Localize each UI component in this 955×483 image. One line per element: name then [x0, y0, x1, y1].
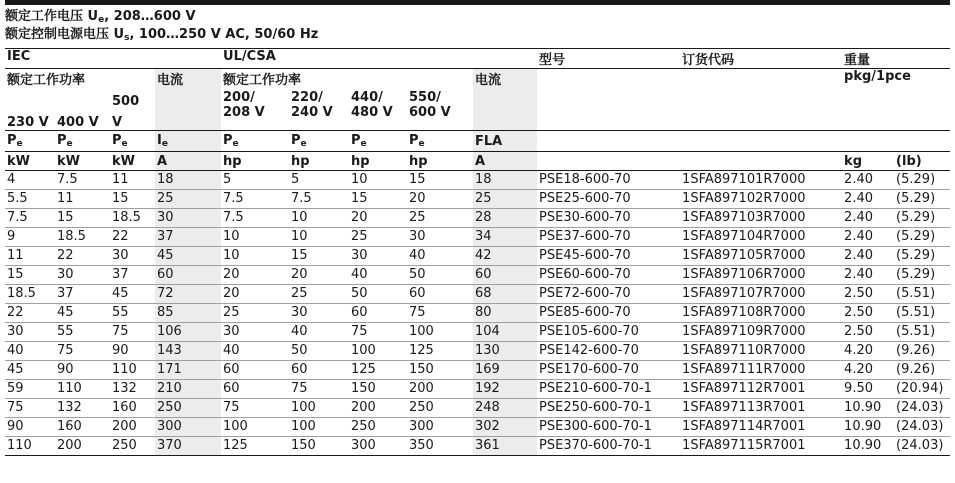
order-code-cell: 1SFA897112R7001 — [680, 380, 842, 399]
ul-240v-hp: 7.5 — [289, 190, 349, 209]
weight-kg-cell: 2.50 — [842, 323, 894, 342]
order-code-cell: 1SFA897103R7000 — [680, 209, 842, 228]
iec-400v-kw: 15 — [55, 209, 110, 228]
table-row — [5, 361, 950, 380]
header-row-symbols — [5, 131, 950, 152]
ul-480v-hp: 20 — [349, 209, 407, 228]
ul-480v-hp: 25 — [349, 228, 407, 247]
ul-480v-hp: 60 — [349, 304, 407, 323]
ul-600v-hp: 40 — [407, 247, 473, 266]
weight-lb-cell: (24.03) — [894, 399, 950, 418]
iec-current-a: 250 — [155, 399, 221, 418]
ul-fla-a: 28 — [473, 209, 537, 228]
ul-600v-hp: 350 — [407, 437, 473, 456]
ul-600v-hp: 250 — [407, 399, 473, 418]
iec-500v-kw: 110 — [110, 361, 155, 380]
ul-fla-a: 104 — [473, 323, 537, 342]
iec-230v-kw: 110 — [5, 437, 55, 456]
unit-a: A — [155, 152, 221, 171]
header-row-units — [5, 152, 950, 171]
ul-480v-hp: 125 — [349, 361, 407, 380]
iec-230v-kw: 7.5 — [5, 209, 55, 228]
iec-500v-kw: 75 — [110, 323, 155, 342]
model-header: 型号 — [537, 49, 680, 69]
ul-240v-hp: 100 — [289, 399, 349, 418]
ul-480v-hp: 300 — [349, 437, 407, 456]
ul-480v-hp: 15 — [349, 190, 407, 209]
iec-power-header: 额定工作功率 — [7, 73, 86, 88]
iec-500v-kw: 45 — [110, 285, 155, 304]
symbol-pe: $P_e$ — [5, 131, 55, 152]
ul-240v-hp: 50 — [289, 342, 349, 361]
ul-600v-hp: 60 — [407, 285, 473, 304]
unit-hp: hp — [407, 152, 473, 171]
weight-header: 重量 — [842, 49, 950, 69]
ul-current-header: 电流 — [473, 69, 537, 89]
table-row — [5, 285, 950, 304]
ul-240v-hp: 40 — [289, 323, 349, 342]
ul-240v-hp: 5 — [289, 171, 349, 190]
ul-fla-a: 248 — [473, 399, 537, 418]
iec-400v-kw: 22 — [55, 247, 110, 266]
weight-kg-cell: 10.90 — [842, 399, 894, 418]
iec-230v-kw: 22 — [5, 304, 55, 323]
ul-208v-hp: 75 — [221, 399, 289, 418]
voltage-400: 400 V — [55, 88, 110, 131]
weight-kg-cell: 9.50 — [842, 380, 894, 399]
iec-current-a: 72 — [155, 285, 221, 304]
voltage-220-240: 220/ 240 V — [289, 88, 349, 131]
iec-500v-kw: 160 — [110, 399, 155, 418]
symbol-pe: $P_e$ — [110, 131, 155, 152]
weight-lb-cell: (5.29) — [894, 266, 950, 285]
iec-400v-kw: 18.5 — [55, 228, 110, 247]
weight-lb-cell: (5.29) — [894, 190, 950, 209]
ul-240v-hp: 30 — [289, 304, 349, 323]
weight-kg-cell: 2.40 — [842, 171, 894, 190]
iec-current-a: 45 — [155, 247, 221, 266]
weight-kg-cell: 10.90 — [842, 418, 894, 437]
ul-fla-a: 169 — [473, 361, 537, 380]
iec-230v-kw: 59 — [5, 380, 55, 399]
ul-240v-hp: 10 — [289, 209, 349, 228]
weight-lb-cell: (5.29) — [894, 209, 950, 228]
ul-480v-hp: 40 — [349, 266, 407, 285]
table-row — [5, 247, 950, 266]
iec-current-a: 30 — [155, 209, 221, 228]
weight-lb-cell: (24.03) — [894, 437, 950, 456]
order-code-cell: 1SFA897104R7000 — [680, 228, 842, 247]
iec-current-a: 370 — [155, 437, 221, 456]
iec-230v-kw: 40 — [5, 342, 55, 361]
table-row — [5, 190, 950, 209]
table-row — [5, 228, 950, 247]
unit-lb: (lb) — [894, 152, 950, 171]
ul-fla-a: 68 — [473, 285, 537, 304]
ul-fla-a: 42 — [473, 247, 537, 266]
table-row — [5, 171, 950, 190]
weight-unit-header: pkg/1pce — [844, 69, 911, 84]
unit-kg: kg — [842, 152, 894, 171]
ul-208v-hp: 7.5 — [221, 190, 289, 209]
ul-600v-hp: 200 — [407, 380, 473, 399]
ul-208v-hp: 30 — [221, 323, 289, 342]
iec-400v-kw: 7.5 — [55, 171, 110, 190]
table-row — [5, 418, 950, 437]
weight-kg-cell: 10.90 — [842, 437, 894, 456]
ul-240v-hp: 15 — [289, 247, 349, 266]
voltage-440-480: 440/ 480 V — [349, 88, 407, 131]
symbol-pe: $P_e$ — [289, 131, 349, 152]
ul-600v-hp: 30 — [407, 228, 473, 247]
order-code-cell: 1SFA897106R7000 — [680, 266, 842, 285]
ul-600v-hp: 300 — [407, 418, 473, 437]
weight-kg-cell: 2.50 — [842, 304, 894, 323]
iec-current-header: 电流 — [155, 69, 221, 89]
table-header — [5, 49, 950, 171]
symbol-ie: $I_e$ — [155, 131, 221, 152]
ul-600v-hp: 125 — [407, 342, 473, 361]
ul-240v-hp: 25 — [289, 285, 349, 304]
ul-fla-a: 25 — [473, 190, 537, 209]
ul-208v-hp: 60 — [221, 361, 289, 380]
iec-500v-kw: 18.5 — [110, 209, 155, 228]
order-code-cell: 1SFA897101R7000 — [680, 171, 842, 190]
header-row-titles — [5, 69, 950, 89]
weight-kg-cell: 2.40 — [842, 266, 894, 285]
symbol-pe: $P_e$ — [55, 131, 110, 152]
iec-230v-kw: 11 — [5, 247, 55, 266]
ul-fla-a: 18 — [473, 171, 537, 190]
order-code-cell: 1SFA897111R7000 — [680, 361, 842, 380]
ul-208v-hp: 5 — [221, 171, 289, 190]
iec-500v-kw: 37 — [110, 266, 155, 285]
ul-600v-hp: 20 — [407, 190, 473, 209]
ul-208v-hp: 10 — [221, 228, 289, 247]
rated-voltage-title: 额定工作电压 $U_e$, 208…600 V — [5, 9, 196, 25]
ul-480v-hp: 30 — [349, 247, 407, 266]
order-code-cell: 1SFA897109R7000 — [680, 323, 842, 342]
table-row — [5, 304, 950, 323]
ul-600v-hp: 100 — [407, 323, 473, 342]
unit-hp: hp — [289, 152, 349, 171]
header-row-groups — [5, 49, 950, 69]
ul-208v-hp: 20 — [221, 266, 289, 285]
ul-208v-hp: 10 — [221, 247, 289, 266]
weight-kg-cell: 2.40 — [842, 247, 894, 266]
ul-208v-hp: 125 — [221, 437, 289, 456]
weight-lb-cell: (5.29) — [894, 171, 950, 190]
voltage-500: 500 V — [110, 88, 155, 131]
ul-fla-a: 302 — [473, 418, 537, 437]
model-cell: PSE85-600-70 — [537, 304, 680, 323]
model-cell: PSE300-600-70-1 — [537, 418, 680, 437]
iec-400v-kw: 45 — [55, 304, 110, 323]
model-cell: PSE60-600-70 — [537, 266, 680, 285]
iec-500v-kw: 22 — [110, 228, 155, 247]
iec-230v-kw: 5.5 — [5, 190, 55, 209]
order-code-cell: 1SFA897114R7001 — [680, 418, 842, 437]
ul-208v-hp: 25 — [221, 304, 289, 323]
iec-current-a: 60 — [155, 266, 221, 285]
iec-400v-kw: 132 — [55, 399, 110, 418]
weight-lb-cell: (9.26) — [894, 361, 950, 380]
table-row — [5, 323, 950, 342]
weight-lb-cell: (9.26) — [894, 342, 950, 361]
control-voltage-title: 额定控制电源电压 $U_s$, 100…250 V AC, 50/60 Hz — [5, 27, 319, 43]
ul-fla-a: 60 — [473, 266, 537, 285]
weight-lb-cell: (5.51) — [894, 304, 950, 323]
weight-lb-cell: (5.29) — [894, 228, 950, 247]
model-cell: PSE25-600-70 — [537, 190, 680, 209]
iec-500v-kw: 11 — [110, 171, 155, 190]
ul-208v-hp: 40 — [221, 342, 289, 361]
order-code-header: 订货代码 — [680, 49, 842, 69]
model-cell: PSE250-600-70-1 — [537, 399, 680, 418]
table-row — [5, 342, 950, 361]
iec-500v-kw: 15 — [110, 190, 155, 209]
iec-230v-kw: 30 — [5, 323, 55, 342]
iec-current-a: 85 — [155, 304, 221, 323]
weight-kg-cell: 2.40 — [842, 190, 894, 209]
model-cell: PSE370-600-70-1 — [537, 437, 680, 456]
iec-230v-kw: 4 — [5, 171, 55, 190]
ul-208v-hp: 20 — [221, 285, 289, 304]
order-code-cell: 1SFA897105R7000 — [680, 247, 842, 266]
weight-lb-cell: (5.51) — [894, 285, 950, 304]
ul-600v-hp: 25 — [407, 209, 473, 228]
model-cell: PSE45-600-70 — [537, 247, 680, 266]
ul-208v-hp: 7.5 — [221, 209, 289, 228]
table-row — [5, 266, 950, 285]
iec-400v-kw: 75 — [55, 342, 110, 361]
symbol-pe: $P_e$ — [221, 131, 289, 152]
voltage-230: 230 V — [5, 88, 55, 131]
ul-600v-hp: 150 — [407, 361, 473, 380]
ul-fla-a: 130 — [473, 342, 537, 361]
unit-kw: kW — [5, 152, 55, 171]
iec-400v-kw: 90 — [55, 361, 110, 380]
ul-480v-hp: 250 — [349, 418, 407, 437]
voltage-200-208: 200/ 208 V — [221, 88, 289, 131]
iec-500v-kw: 90 — [110, 342, 155, 361]
symbol-pe: $P_e$ — [407, 131, 473, 152]
iec-230v-kw: 45 — [5, 361, 55, 380]
ul-fla-a: 80 — [473, 304, 537, 323]
iec-header: IEC — [5, 49, 221, 69]
iec-current-a: 106 — [155, 323, 221, 342]
order-code-cell: 1SFA897107R7000 — [680, 285, 842, 304]
ul-480v-hp: 10 — [349, 171, 407, 190]
ul-208v-hp: 60 — [221, 380, 289, 399]
ul-fla-a: 34 — [473, 228, 537, 247]
weight-kg-cell: 4.20 — [842, 342, 894, 361]
voltage-550-600: 550/ 600 V — [407, 88, 473, 131]
unit-hp: hp — [349, 152, 407, 171]
iec-500v-kw: 30 — [110, 247, 155, 266]
iec-230v-kw: 9 — [5, 228, 55, 247]
ul-240v-hp: 60 — [289, 361, 349, 380]
model-cell: PSE170-600-70 — [537, 361, 680, 380]
ul-240v-hp: 75 — [289, 380, 349, 399]
ratings-table — [5, 48, 950, 456]
iec-current-a: 143 — [155, 342, 221, 361]
table-row — [5, 209, 950, 228]
symbol-pe: $P_e$ — [349, 131, 407, 152]
table-body — [5, 171, 950, 456]
weight-kg-cell: 2.40 — [842, 228, 894, 247]
symbol-fla: FLA — [473, 131, 537, 152]
ul-power-header: 额定工作功率 — [223, 73, 302, 88]
unit-kw: kW — [55, 152, 110, 171]
weight-lb-cell: (5.51) — [894, 323, 950, 342]
unit-kw: kW — [110, 152, 155, 171]
ul-480v-hp: 50 — [349, 285, 407, 304]
table-row — [5, 437, 950, 456]
iec-current-a: 18 — [155, 171, 221, 190]
ulcsa-header: UL/CSA — [221, 49, 537, 69]
iec-230v-kw: 15 — [5, 266, 55, 285]
order-code-cell: 1SFA897110R7000 — [680, 342, 842, 361]
iec-400v-kw: 11 — [55, 190, 110, 209]
model-cell: PSE18-600-70 — [537, 171, 680, 190]
weight-lb-cell: (24.03) — [894, 418, 950, 437]
ul-480v-hp: 200 — [349, 399, 407, 418]
header-row-voltages — [5, 88, 950, 131]
weight-lb-cell: (5.29) — [894, 247, 950, 266]
order-code-cell: 1SFA897102R7000 — [680, 190, 842, 209]
ul-600v-hp: 50 — [407, 266, 473, 285]
ul-600v-hp: 75 — [407, 304, 473, 323]
weight-kg-cell: 2.40 — [842, 209, 894, 228]
iec-400v-kw: 200 — [55, 437, 110, 456]
table-row — [5, 380, 950, 399]
iec-current-a: 37 — [155, 228, 221, 247]
iec-current-a: 210 — [155, 380, 221, 399]
iec-500v-kw: 250 — [110, 437, 155, 456]
ul-240v-hp: 100 — [289, 418, 349, 437]
weight-kg-cell: 2.50 — [842, 285, 894, 304]
ul-fla-a: 361 — [473, 437, 537, 456]
iec-400v-kw: 160 — [55, 418, 110, 437]
iec-current-a: 300 — [155, 418, 221, 437]
iec-current-a: 171 — [155, 361, 221, 380]
weight-lb-cell: (20.94) — [894, 380, 950, 399]
model-cell: PSE37-600-70 — [537, 228, 680, 247]
ul-240v-hp: 150 — [289, 437, 349, 456]
ul-208v-hp: 100 — [221, 418, 289, 437]
iec-230v-kw: 90 — [5, 418, 55, 437]
iec-500v-kw: 55 — [110, 304, 155, 323]
ul-fla-a: 192 — [473, 380, 537, 399]
ul-240v-hp: 20 — [289, 266, 349, 285]
iec-230v-kw: 75 — [5, 399, 55, 418]
iec-500v-kw: 200 — [110, 418, 155, 437]
model-cell: PSE142-600-70 — [537, 342, 680, 361]
iec-400v-kw: 55 — [55, 323, 110, 342]
ul-480v-hp: 150 — [349, 380, 407, 399]
iec-400v-kw: 30 — [55, 266, 110, 285]
top-rule — [5, 0, 950, 5]
iec-current-a: 25 — [155, 190, 221, 209]
ul-600v-hp: 15 — [407, 171, 473, 190]
iec-500v-kw: 132 — [110, 380, 155, 399]
unit-hp: hp — [221, 152, 289, 171]
ul-240v-hp: 10 — [289, 228, 349, 247]
order-code-cell: 1SFA897108R7000 — [680, 304, 842, 323]
order-code-cell: 1SFA897115R7001 — [680, 437, 842, 456]
weight-kg-cell: 4.20 — [842, 361, 894, 380]
model-cell: PSE72-600-70 — [537, 285, 680, 304]
iec-400v-kw: 37 — [55, 285, 110, 304]
order-code-cell: 1SFA897113R7001 — [680, 399, 842, 418]
iec-400v-kw: 110 — [55, 380, 110, 399]
model-cell: PSE105-600-70 — [537, 323, 680, 342]
ul-480v-hp: 75 — [349, 323, 407, 342]
unit-a: A — [473, 152, 537, 171]
iec-230v-kw: 18.5 — [5, 285, 55, 304]
table-row — [5, 399, 950, 418]
ul-480v-hp: 100 — [349, 342, 407, 361]
model-cell: PSE210-600-70-1 — [537, 380, 680, 399]
model-cell: PSE30-600-70 — [537, 209, 680, 228]
